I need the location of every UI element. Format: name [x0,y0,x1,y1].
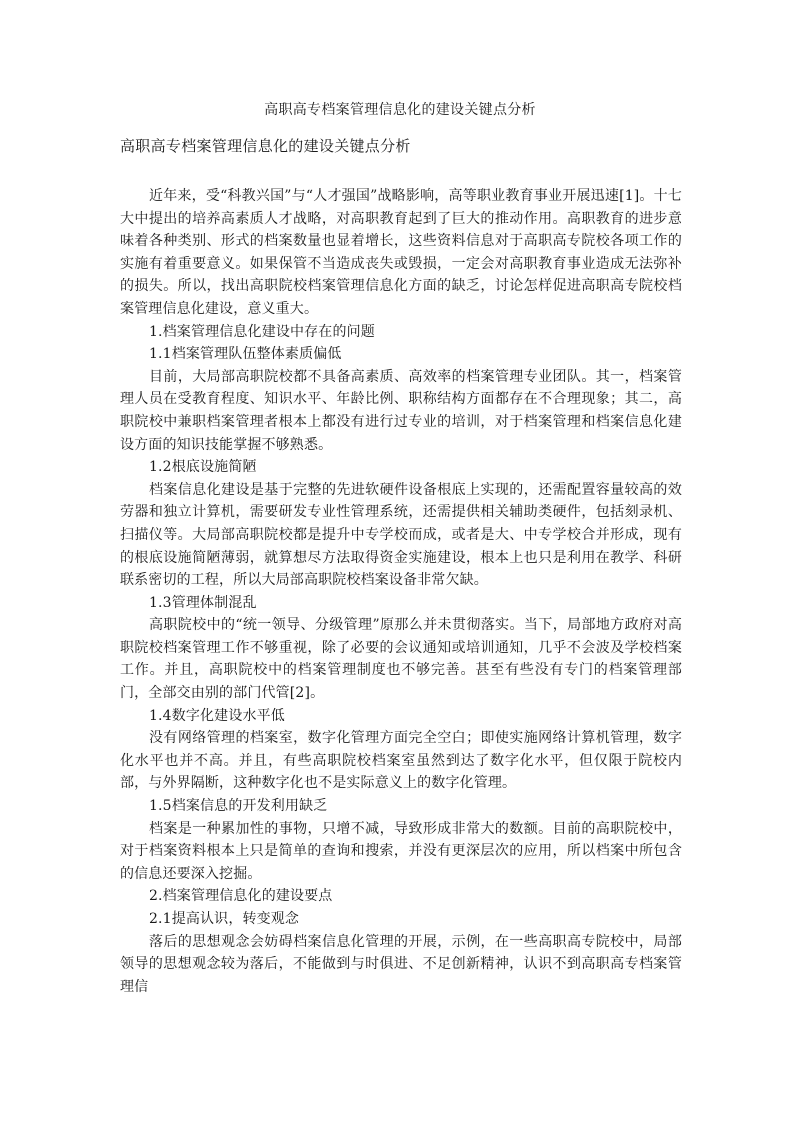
subsection-heading-1-2: 1.2根底设施简陋 [149,459,257,476]
paragraph-intro: 近年来，受“科教兴国”与“人才强国”战略影响，高等职业教育事业开展迅速[1]。十七大中提出的培养高素质人才战略，对高职教育起到了巨大的推动作用。高职教育的进步意味着各种类别、形式的档案数量也显着增长，这些资料信息对于高职高专院校各项工作的实施有着重要意义。如果保管不当造成丧失或毁损，一定会对高职教育事业造成无法弥补的损失。所以，找出高职院校档案管理信息化方面的缺乏，讨论怎样促进高职高专院校档案管理信息化建设，意义重大。 [120,188,682,317]
subsection-heading-1-3: 1.3管理体制混乱 [149,594,257,611]
document-body [120,185,682,998]
paragraph-1-4: 没有网络管理的档案室，数字化管理方面完全空白；即使实施网络计算机管理，数字化水平也并不高。并且，有些高职院校档案室虽然到达了数字化水平，但仅限于院校内部，与外界隔断，这种数字化也不是实际意义上的数字化管理。 [120,730,682,792]
section-heading-1: 1.档案管理信息化建设中存在的问题 [149,323,375,340]
paragraph-1-3: 高职院校中的“统一领导、分级管理”原那么并未贯彻落实。当下，局部地方政府对高职院校档案管理工作不够重视，除了必要的会议通知或培训通知，几乎不会波及学校档案工作。并且，高职院校中的档案管理制度也不够完善。甚至有些没有专门的档案管理部门，全部交由别的部门代管[2]。 [120,617,682,702]
subsection-heading-2-1: 2.1提高认识，转变观念 [149,911,300,927]
paragraph-2-1: 落后的思想观念会妨碍档案信息化管理的开展，示例，在一些高职高专院校中，局部领导的思想观念较为落后，不能做到与时俱进、不足创新精神，认识不到高职高专档案管理信 [120,933,682,995]
document-title: 高职高专档案管理信息化的建设关键点分析 [120,137,411,155]
paragraph-1-1: 目前，大局部高职院校都不具备高素质、高效率的档案管理专业团队。其一，档案管理人员在受教育程度、知识水平、年龄比例、职称结构方面都存在不合理现象；其二，高职院校中兼职档案管理者根本上都没有进行过专业的培训，对于档案管理和档案信息化建设方面的知识技能掌握不够熟悉。 [120,368,682,453]
section-heading-2: 2.档案管理信息化的建设要点 [149,888,333,905]
page-header-title: 高职高专档案管理信息化的建设关键点分析 [264,102,536,118]
subsection-heading-1-4: 1.4数字化建设水平低 [149,707,285,724]
paragraph-1-2: 档案信息化建设是基于完整的先进软硬件设备根底上实现的，还需配置容量较高的效劳器和独立计算机，需要研发专业性管理系统，还需提供相关辅助类硬件，包括刻录机、扫描仪等。大局部高职院校都是提升中专学校而成，或者是大、中专学校合并形成，现有的根底设施简陋薄弱，就算想尽方法取得资金实施建设，根本上也只是利用在教学、科研联系密切的工程，所以大局部高职院校档案设备非常欠缺。 [120,481,682,589]
subsection-heading-1-5: 1.5档案信息的开发利用缺乏 [149,798,328,815]
subsection-heading-1-1: 1.1档案管理队伍整体素质偏低 [149,346,342,363]
paragraph-1-5: 档案是一种累加性的事物，只增不减，导致形成非常大的数额。目前的高职院校中，对于档案资料根本上只是简单的查询和搜索，并没有更深层次的应用，所以档案中所包含的信息还要深入挖掘。 [120,820,682,882]
